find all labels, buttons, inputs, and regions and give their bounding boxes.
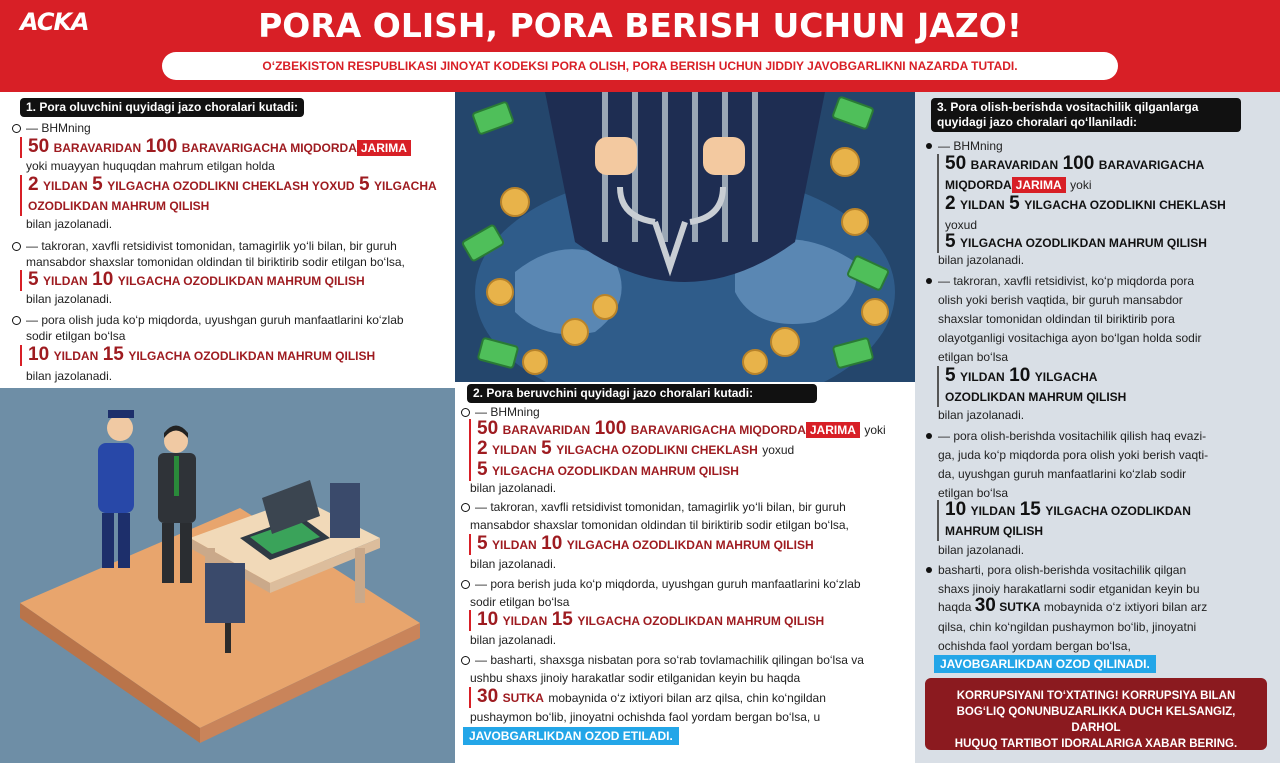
- s3-fine-line: 50 BARAVARIDAN 100 BARAVARIGACHA MIQDORDA JARIMA yoki: [937, 154, 1204, 195]
- jail-money-illustration: [455, 92, 915, 382]
- s3-prison-line: 5 YILGACHA OZODLIKDAN MAHRUM QILISH: [937, 232, 1207, 253]
- s1-fine-line: 50 BARAVARIDAN 100 BARAVARIGACHA MIQDORDA JARIMA: [20, 137, 411, 158]
- s2-prison-10-15: 10 YILDAN 15 YILGACHA OZODLIKDAN MAHRUM QILISH: [469, 610, 824, 631]
- s2-restrict-line: 2 YILDAN 5 YILGACHA OZODLIKNI CHEKLASH yoxud 5 YILGACHA OZODLIKDAN MAHRUM QILISH: [469, 439, 794, 481]
- s3-text: ochishda faol yordam bergan bo‘lsa,: [938, 639, 1131, 653]
- s3-text: da, uyushgan guruh manfaatlarini ko‘zlab sodir: [938, 467, 1187, 481]
- s3-text: olish yoki berish vaqtida, bir guruh mansabdor: [938, 293, 1183, 307]
- s1-bullet-2: — takroran, xavfli retsidivist tomonidan, tamagirlik yo‘li bilan, bir guruh: [26, 239, 397, 253]
- s1-text: mansabdor shaxslar tomonidan oldindan til biriktirib sodir etilgan bo‘lsa,: [26, 255, 405, 269]
- s2-bullet-3: — pora berish juda ko‘p miqdorda, uyushgan guruh manfaatlarini ko‘zlab: [475, 577, 861, 591]
- s3-30-sutka: haqda 30 SUTKA mobaynida o‘z ixtiyori bilan arz: [938, 595, 1208, 616]
- s2-exempt-badge: JAVOBGARLIKDAN OZOD ETILADI.: [463, 727, 679, 745]
- section-1-panel: [0, 92, 455, 388]
- s1-text: yoki muayyan huquqdan mahrum etilgan holda: [26, 159, 275, 173]
- logo: ACKA: [20, 8, 89, 36]
- section-2-title: 2. Pora beruvchini quyidagi jazo choralari kutadi:: [467, 384, 817, 403]
- s2-prison-5-10: 5 YILDAN 10 YILGACHA OZODLIKDAN MAHRUM QILISH: [469, 534, 814, 555]
- s3-text: qilsa, chin ko‘ngildan pushaymon bo‘lib, jinoyatni: [938, 620, 1197, 634]
- s3-exempt-badge: JAVOBGARLIKDAN OZOD QILINADI.: [934, 655, 1156, 673]
- s3-bullet-1: — BHMning: [938, 139, 1003, 153]
- s1-restrict-line: 2 YILDAN 5 YILGACHA OZODLIKNI CHEKLASH YOXUD 5 YILGACHA OZODLIKDAN MAHRUM QILISH: [20, 175, 437, 216]
- section-3-title: 3. Pora olish-berishda vositachilik qilganlarga quyidagi jazo choralari qo‘llaniladi:: [931, 98, 1241, 132]
- jarima-tag: JARIMA: [357, 140, 411, 156]
- s1-text: sodir etilgan bo‘lsa: [26, 329, 126, 343]
- s3-prison-5-10: 5 YILDAN 10 YILGACHA OZODLIKDAN MAHRUM QILISH: [937, 366, 1126, 407]
- s2-text: bilan jazolanadi.: [470, 557, 557, 571]
- page-title: PORA OLISH, PORA BERISH UCHUN JAZO!: [258, 6, 1022, 45]
- section-1-title: 1. Pora oluvchini quyidagi jazo choralari kutadi:: [20, 98, 304, 117]
- s2-bullet-4: — basharti, shaxsga nisbatan pora so‘rab tovlamachilik qilingan bo‘lsa va: [475, 653, 864, 667]
- s2-text: sodir etilgan bo‘lsa: [470, 595, 570, 609]
- header-banner: [0, 0, 1280, 92]
- s3-text: shaxs jinoiy harakatlarni sodir etganidan keyin bu: [938, 582, 1200, 596]
- section-2-panel: [455, 382, 915, 763]
- s3-restrict-line: 2 YILDAN 5 YILGACHA OZODLIKNI CHEKLASH yoxud: [937, 194, 1226, 235]
- jarima-tag: JARIMA: [806, 422, 860, 438]
- s3-bullet-4: basharti, pora olish-berishda vositachilik qilgan: [938, 563, 1187, 577]
- s3-bullet-3: — pora olish-berishda vositachilik qilish haq evazi-: [938, 429, 1207, 443]
- subtitle: O‘ZBEKISTON RESPUBLIKASI JINOYAT KODEKSI PORA OLISH, PORA BERISH UCHUN JIDDIY JAVOBGARLIKNI NAZARDA TUTADI.: [162, 52, 1118, 80]
- s2-30-sutka: 30 SUTKA mobaynida o‘z ixtiyori bilan arz qilsa, chin ko‘ngildan: [469, 687, 826, 708]
- s3-text: etilgan bo‘lsa: [938, 486, 1009, 500]
- office-arrest-illustration: [0, 388, 455, 763]
- s2-fine-line: 50 BARAVARIDAN 100 BARAVARIGACHA MIQDORDA JARIMA yoki: [469, 419, 886, 440]
- s2-text: bilan jazolanadi.: [470, 633, 557, 647]
- s1-prison-5-10: 5 YILDAN 10 YILGACHA OZODLIKDAN MAHRUM QILISH: [20, 270, 365, 291]
- anti-corruption-callout: KORRUPSIYANI TO‘XTATING! KORRUPSIYA BILAN BOG‘LIQ QONUNBUZARLIKKA DUCH KELSANGIZ, DARHOL HUQUQ TARTIBOT IDORALARIGA XABAR BERING.: [925, 678, 1267, 750]
- s3-text: olayotganligi vositachiga ayon bo‘lgan holda sodir: [938, 331, 1202, 345]
- s2-text: bilan jazolanadi.: [470, 481, 557, 495]
- s1-bullet-3: — pora olish juda ko‘p miqdorda, uyushgan guruh manfaatlarini ko‘zlab: [26, 313, 404, 327]
- s1-text: bilan jazolanadi.: [26, 369, 113, 383]
- s2-text: ushbu shaxs jinoiy harakatlar sodir etilganidan keyin bu haqda: [470, 671, 801, 685]
- s2-bullet-1: — BHMning: [475, 405, 540, 419]
- s3-text: etilgan bo‘lsa: [938, 350, 1009, 364]
- s3-text: bilan jazolanadi.: [938, 253, 1025, 267]
- s1-text: bilan jazolanadi.: [26, 217, 113, 231]
- s1-bullet-1: — BHMning: [26, 121, 91, 135]
- s3-text: shaxslar tomonidan oldindan til biriktirib pora: [938, 312, 1175, 326]
- s1-prison-10-15: 10 YILDAN 15 YILGACHA OZODLIKDAN MAHRUM QILISH: [20, 345, 375, 366]
- s3-text: bilan jazolanadi.: [938, 543, 1025, 557]
- s2-text: pushaymon bo‘lib, jinoyatni ochishda faol yordam bergan bo‘lsa, u: [470, 710, 821, 724]
- section-3-panel: [915, 92, 1280, 763]
- s1-text: bilan jazolanadi.: [26, 292, 113, 306]
- jarima-tag: JARIMA: [1012, 177, 1066, 193]
- s3-text: bilan jazolanadi.: [938, 408, 1025, 422]
- s2-bullet-2: — takroran, xavfli retsidivist tomonidan, tamagirlik yo‘li bilan, bir guruh: [475, 500, 846, 514]
- s3-text: ga, juda ko‘p miqdorda pora olish yoki berish vaqti-: [938, 448, 1209, 462]
- s3-bullet-2: — takroran, xavfli retsidivist, ko‘p miqdorda pora: [938, 274, 1195, 288]
- s2-text: mansabdor shaxslar tomonidan oldindan til biriktirib sodir etilgan bo‘lsa,: [470, 518, 849, 532]
- s3-prison-10-15: 10 YILDAN 15 YILGACHA OZODLIKDAN MAHRUM QILISH: [937, 500, 1191, 541]
